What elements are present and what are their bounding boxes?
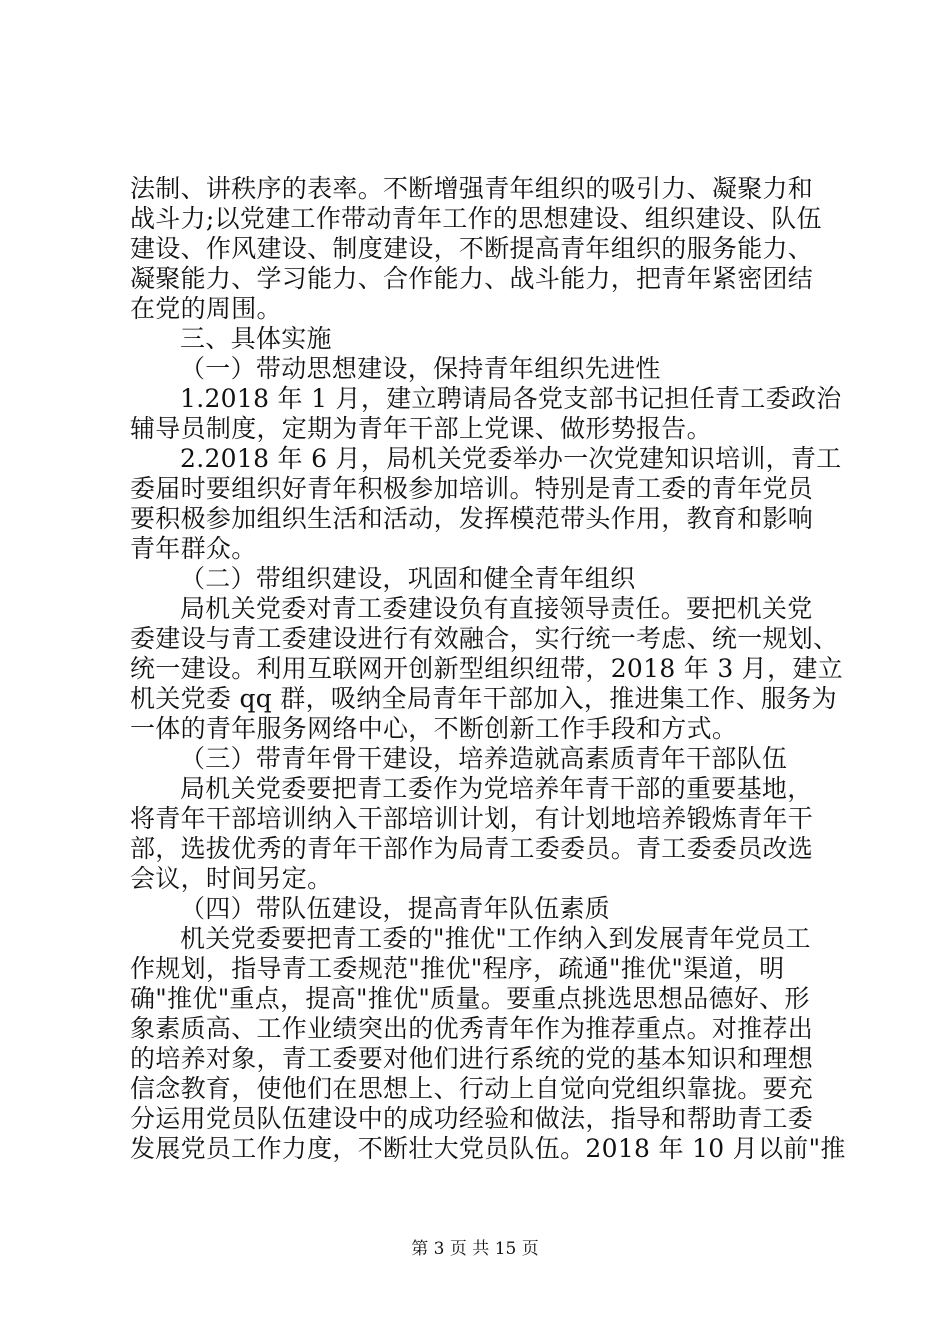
paragraph-line: 信念教育，使他们在思想上、行动上自觉向党组织靠拢。要充 [130,1074,814,1103]
page-number-footer: 第 3 页 共 15 页 [411,1239,539,1259]
paragraph-line: 统一建设。利用互联网开创新型组织纽带，2018 年 3 月，建立 [130,654,843,683]
paragraph-line: 2.2018 年 6 月，局机关党委举办一次党建知识培训，青工 [180,444,842,473]
section-heading: 三、具体实施 [180,324,332,353]
paragraph-line: 一体的青年服务网络中心，不断创新工作手段和方式。 [130,714,738,743]
paragraph-line: 局机关党委要把青工委作为党培养年青干部的重要基地， [180,774,813,803]
paragraph-line: 建设、作风建设、制度建设，不断提高青年组织的服务能力、 [130,234,814,263]
subsection-heading: （一）带动思想建设，保持青年组织先进性 [180,354,661,383]
paragraph-line: 委届时要组织好青年积极参加培训。特别是青工委的青年党员 [130,474,814,503]
paragraph-line: 局机关党委对青工委建设负有直接领导责任。要把机关党 [180,594,813,623]
paragraph-line: 要积极参加组织生活和活动，发挥模范带头作用，教育和影响 [130,504,814,533]
paragraph-line: 部，选拔优秀的青年干部作为局青工委委员。青工委委员改选 [130,834,814,863]
paragraph-line: 机关党委要把青工委的"推优"工作纳入到发展青年党员工 [180,924,811,953]
paragraph-line: 在党的周围。 [130,294,282,323]
paragraph-line: 青年群众。 [130,534,257,563]
paragraph-line: 的培养对象，青工委要对他们进行系统的党的基本知识和理想 [130,1044,814,1073]
paragraph-line: 委建设与青工委建设进行有效融合，实行统一考虑、统一规划、 [130,624,839,653]
subsection-heading: （三）带青年骨干建设，培养造就高素质青年干部队伍 [180,744,788,773]
document-body [130,174,846,1164]
paragraph-line: 战斗力;以党建工作带动青年工作的思想建设、组织建设、队伍 [130,204,822,233]
paragraph-line: 凝聚能力、学习能力、合作能力、战斗能力，把青年紧密团结 [130,264,814,293]
paragraph-line: 象素质高、工作业绩突出的优秀青年作为推荐重点。对推荐出 [130,1014,814,1043]
paragraph-line: 法制、讲秩序的表率。不断增强青年组织的吸引力、凝聚力和 [130,174,814,203]
subsection-heading: （二）带组织建设，巩固和健全青年组织 [180,564,636,593]
paragraph-line: 会议，时间另定。 [130,864,333,893]
subsection-heading: （四）带队伍建设，提高青年队伍素质 [180,894,611,923]
paragraph-line: 作规划，指导青工委规范"推优"程序，疏通"推优"渠道，明 [130,954,785,983]
paragraph-line: 机关党委 qq 群，吸纳全局青年干部加入，推进集工作、服务为 [130,684,837,713]
paragraph-line: 发展党员工作力度，不断壮大党员队伍。2018 年 10 月以前"推 [130,1134,846,1163]
paragraph-line: 1.2018 年 1 月，建立聘请局各党支部书记担任青工委政治 [180,384,842,413]
paragraph-line: 将青年干部培训纳入干部培训计划，有计划地培养锻炼青年干 [130,804,814,833]
paragraph-line: 分运用党员队伍建设中的成功经验和做法，指导和帮助青工委 [130,1104,814,1133]
paragraph-line: 辅导员制度，定期为青年干部上党课、做形势报告。 [130,414,712,443]
paragraph-line: 确"推优"重点，提高"推优"质量。要重点挑选思想品德好、形 [130,984,810,1013]
